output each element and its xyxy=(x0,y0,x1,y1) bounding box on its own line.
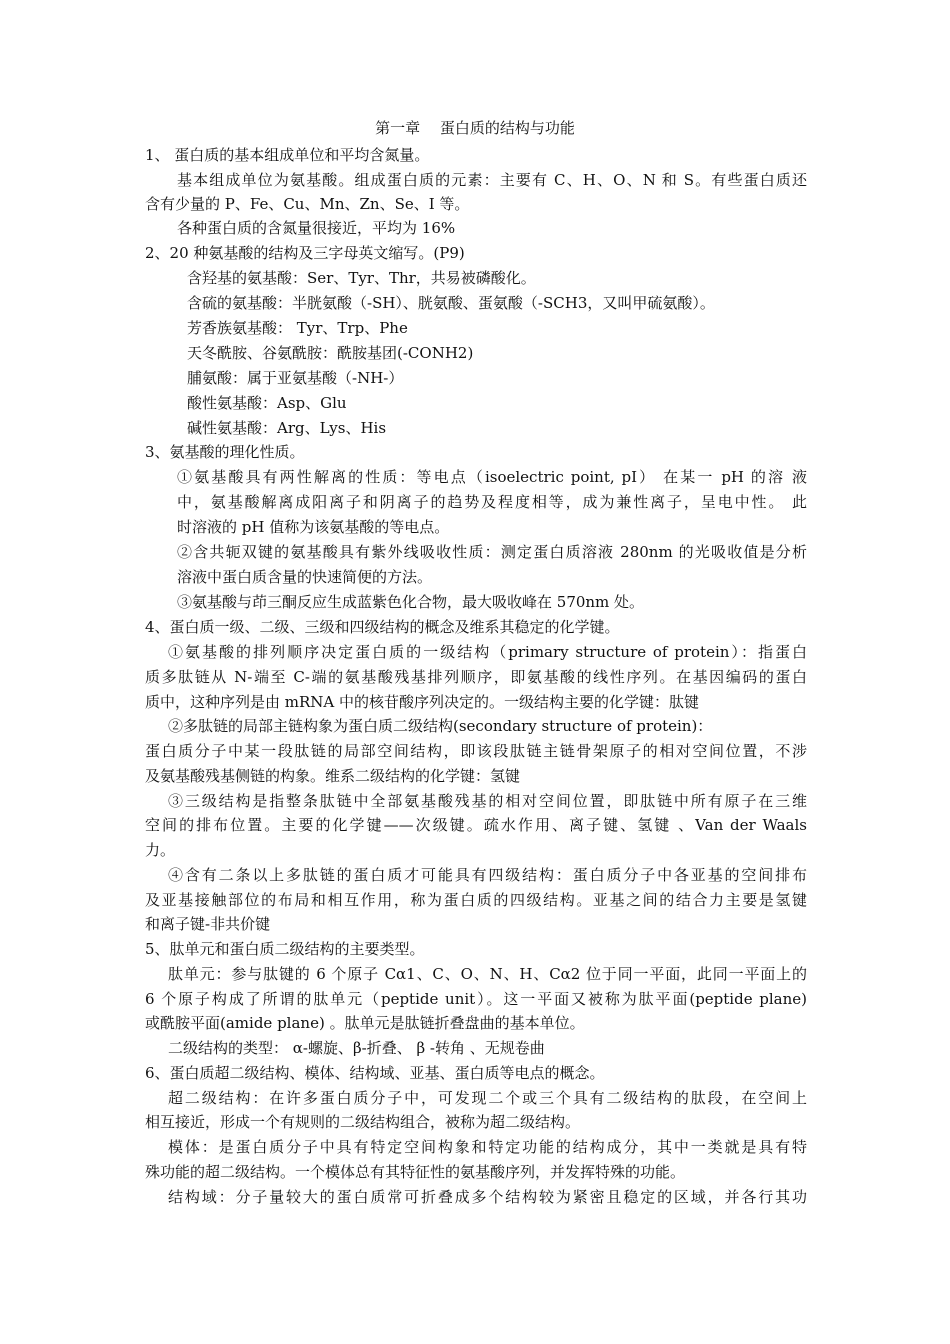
paragraph-line: 溶液中蛋白质含量的快速简便的方法。 xyxy=(177,568,433,586)
paragraph-line: 各种蛋白质的含氮量很接近，平均为 16% xyxy=(177,219,456,237)
section-heading: 1、 蛋白质的基本组成单位和平均含氮量。 xyxy=(145,146,430,164)
list-item: 脯氨酸：属于亚氨基酸（-NH-） xyxy=(187,369,404,387)
page-title: 第一章 蛋白质的结构与功能 xyxy=(375,119,575,137)
paragraph-line: 及氨基酸残基侧链的构象。维系二级结构的化学键：氢键 xyxy=(145,767,521,785)
paragraph-line: 殊功能的超二级结构。一个模体总有其特征性的氨基酸序列，并发挥特殊的功能。 xyxy=(145,1163,686,1181)
paragraph-line: 6 个原子构成了所谓的肽单元（peptide unit）。这一平面又被称为肽平面(peptide plane) xyxy=(145,990,807,1008)
paragraph-line: 含有少量的 P、Fe、Cu、Mn、Zn、Se、I 等。 xyxy=(145,195,470,213)
paragraph-line: ②多肽链的局部主链构象为蛋白质二级结构(secondary structure of protein)： xyxy=(168,717,713,735)
section-heading: 5、肽单元和蛋白质二级结构的主要类型。 xyxy=(145,940,425,958)
paragraph-line: 或酰胺平面(amide plane) 。肽单元是肽链折叠盘曲的基本单位。 xyxy=(145,1014,585,1032)
paragraph-line: 和离子键-非共价键 xyxy=(145,915,271,933)
paragraph-line: 相互接近，形成一个有规则的二级结构组合，被称为超二级结构。 xyxy=(145,1113,581,1131)
paragraph-line: 超二级结构：在许多蛋白质分子中，可发现二个或三个具有二级结构的肽段，在空间上 xyxy=(168,1089,807,1107)
section-heading: 6、蛋白质超二级结构、模体、结构域、亚基、蛋白质等电点的概念。 xyxy=(145,1064,605,1082)
paragraph-line: ④含有二条以上多肽链的蛋白质才可能具有四级结构：蛋白质分子中各亚基的空间排布 xyxy=(168,866,807,884)
paragraph-line: 基本组成单位为氨基酸。组成蛋白质的元素：主要有 C、H、O、N 和 S。有些蛋白质还 xyxy=(177,171,807,189)
paragraph-line: 肽单元：参与肽键的 6 个原子 Cα1、C、O、N、H、Cα2 位于同一平面，此同一平面上的 xyxy=(168,965,807,983)
paragraph-line: 空间的排布位置。主要的化学键——次级键。疏水作用、离子键、氢键 、Van der Waals xyxy=(145,816,807,834)
paragraph-line: ①氨基酸具有两性解离的性质：等电点（isoelectric point, pI） 在某一 pH 的溶 液 xyxy=(177,468,807,486)
list-item: 酸性氨基酸：Asp、Glu xyxy=(187,394,347,412)
section-heading: 3、氨基酸的理化性质。 xyxy=(145,443,305,461)
paragraph-line: ②含共轭双键的氨基酸具有紫外线吸收性质：测定蛋白质溶液 280nm 的光吸收值是分析 xyxy=(177,543,807,561)
paragraph-line: 蛋白质分子中某一段肽链的局部空间结构，即该段肽链主链骨架原子的相对空间位置，不涉 xyxy=(145,742,807,760)
paragraph-line: 质多肽链从 N-端至 C-端的氨基酸残基排列顺序，即氨基酸的线性序列。在基因编码的蛋白 xyxy=(145,668,807,686)
paragraph-line: ③氨基酸与茚三酮反应生成蓝紫色化合物，最大吸收峰在 570nm 处。 xyxy=(177,593,645,611)
paragraph-line: 模体：是蛋白质分子中具有特定空间构象和特定功能的结构成分，其中一类就是具有特 xyxy=(168,1138,807,1156)
list-item: 含羟基的氨基酸：Ser、Tyr、Thr，共易被磷酸化。 xyxy=(187,269,536,287)
list-item: 天冬酰胺、谷氨酰胺：酰胺基团(-CONH2) xyxy=(187,344,474,362)
paragraph-line: 质中，这种序列是由 mRNA 中的核苷酸序列决定的。一级结构主要的化学键：肽键 xyxy=(145,693,700,711)
paragraph-line: 中，氨基酸解离成阳离子和阴离子的趋势及程度相等，成为兼性离子，呈电中性。 此 xyxy=(177,493,807,511)
section-heading: 2、20 种氨基酸的结构及三字母英文缩写。(P9) xyxy=(145,244,465,262)
paragraph-line: ③三级结构是指整条肽链中全部氨基酸残基的相对空间位置，即肽链中所有原子在三维 xyxy=(168,792,807,810)
paragraph-line: 时溶液的 pH 值称为该氨基酸的等电点。 xyxy=(177,518,450,536)
paragraph-line: 及亚基接触部位的布局和相互作用，称为蛋白质的四级结构。亚基之间的结合力主要是氢键 xyxy=(145,891,807,909)
paragraph-line: 力。 xyxy=(145,841,176,859)
paragraph-line: 二级结构的类型： α-螺旋、β-折叠、 β -转角 、无规卷曲 xyxy=(168,1039,545,1057)
section-heading: 4、蛋白质一级、二级、三级和四级结构的概念及维系其稳定的化学键。 xyxy=(145,618,620,636)
list-item: 含硫的氨基酸：半胱氨酸（-SH）、胱氨酸、蛋氨酸（-SCH3，又叫甲硫氨酸）。 xyxy=(187,294,715,312)
list-item: 碱性氨基酸：Arg、Lys、His xyxy=(187,419,387,437)
paragraph-line: ①氨基酸的排列顺序决定蛋白质的一级结构（primary structure of protein）：指蛋白 xyxy=(168,643,807,661)
list-item: 芳香族氨基酸： Tyr、Trp、Phe xyxy=(187,319,408,337)
paragraph-line: 结构域：分子量较大的蛋白质常可折叠成多个结构较为紧密且稳定的区域，并各行其功 xyxy=(168,1188,807,1206)
